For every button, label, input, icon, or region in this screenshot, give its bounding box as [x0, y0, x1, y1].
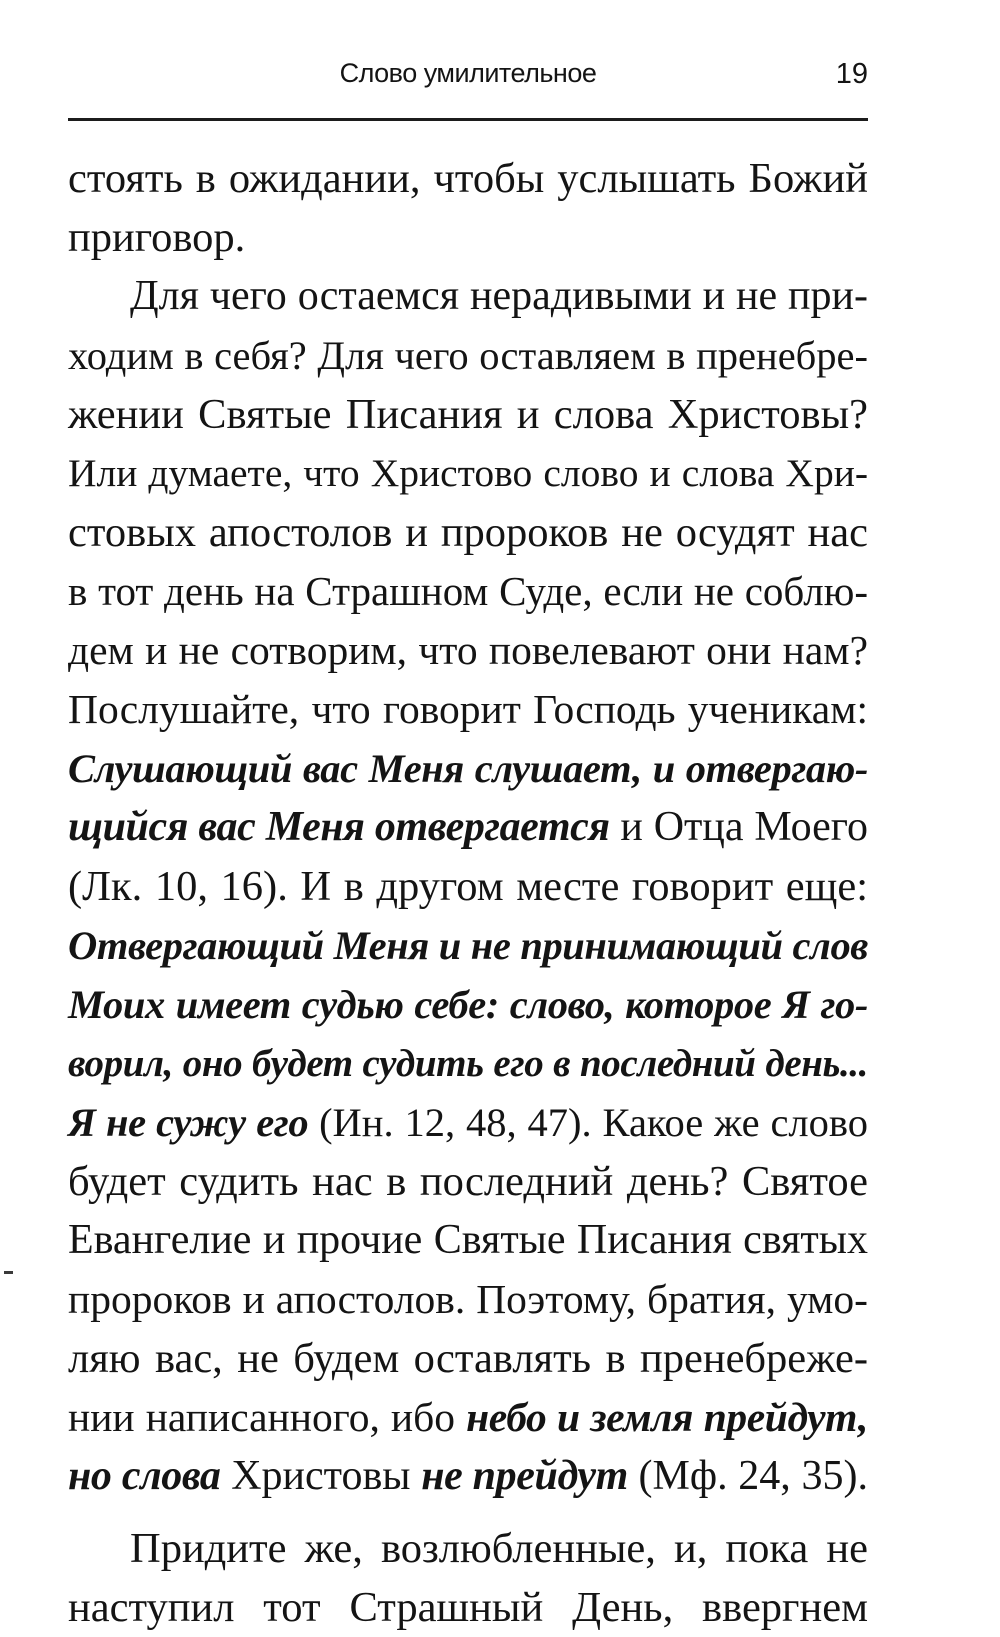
text-segment: Послушайте, что говорит Господь ученикам:	[68, 686, 868, 732]
text-segment: (Мф. 24, 35).	[627, 1453, 868, 1499]
body-text	[68, 149, 868, 1637]
text-segment: жении Святые Писания и слова Христовы?	[68, 391, 868, 438]
scripture-quote: щийся вас Меня отвергается	[68, 804, 610, 850]
text-line	[68, 1093, 868, 1152]
scripture-quote: Слушающий вас Меня слушает, и отвергаю-	[68, 746, 868, 791]
text-segment: пророков и апостолов. Поэтому, братия, умо-	[68, 1276, 868, 1322]
running-title: Слово умилительное	[339, 58, 597, 88]
text-line	[68, 1329, 868, 1388]
text-segment: нии написанного, ибо	[68, 1394, 467, 1440]
text-segment: (Ин. 12, 48, 47). Какое же слово	[308, 1100, 868, 1145]
text-line	[68, 1447, 868, 1506]
scripture-quote: Отвергающий Меня и не принимающий слов	[68, 923, 868, 968]
text-line	[68, 149, 868, 208]
text-line	[68, 267, 868, 326]
text-segment: наступил тот Страшный День, ввергнем	[68, 1584, 868, 1631]
text-line	[68, 975, 868, 1034]
text-segment: Придите же, возлюбленные, и, пока не	[130, 1525, 868, 1572]
text-line	[68, 385, 868, 444]
text-line	[68, 1578, 868, 1637]
text-line	[68, 857, 868, 916]
text-line	[68, 503, 868, 562]
text-segment: дем и не сотворим, что повелевают они нам?	[68, 627, 868, 673]
text-line	[68, 1519, 868, 1578]
scripture-quote: Моих имеет судью себе: слово, которое Я го-	[68, 982, 868, 1027]
text-line	[68, 562, 868, 621]
text-segment: (Лк. 10, 16). И в другом месте говорит еще:	[68, 863, 868, 910]
text-line	[68, 444, 868, 503]
margin-mark	[4, 1271, 13, 1274]
text-line	[68, 1388, 868, 1447]
scripture-quote: ворил, оно будет судить его в последний день...	[68, 1042, 868, 1085]
text-segment: Для чего остаемся нерадивыми и не при-	[130, 273, 868, 319]
text-segment: стовых апостолов и пророков не осудят нас	[68, 509, 868, 556]
text-segment: приговор.	[68, 214, 246, 261]
header-rule	[68, 118, 868, 121]
scripture-quote: но слова	[68, 1453, 221, 1499]
text-segment: ходим в себя? Для чего оставляем в пренебре-	[68, 333, 868, 378]
text-line	[68, 208, 868, 267]
text-segment: ляю вас, не будем оставлять в пренебреже-	[68, 1335, 868, 1382]
scripture-quote: небо и земля прейдут,	[466, 1394, 868, 1440]
text-segment: в тот день на Страшном Суде, если не соблю-	[68, 568, 868, 614]
text-segment: Евангелие и прочие Святые Писания святых	[68, 1217, 868, 1263]
scripture-quote: Я не сужу его	[68, 1100, 309, 1145]
text-line	[68, 326, 868, 385]
page-number: 19	[835, 58, 868, 90]
text-line	[68, 680, 868, 739]
text-segment: будет судить нас в последний день? Святое	[68, 1158, 868, 1205]
scripture-quote: не прейдут	[421, 1453, 628, 1499]
text-segment: стоять в ожидании, чтобы услышать Божий	[68, 155, 868, 202]
text-segment: Или думаете, что Христово слово и слова Хри-	[68, 451, 868, 495]
text-line	[68, 1152, 868, 1211]
text-line	[68, 1270, 868, 1329]
running-head	[68, 58, 868, 102]
text-line	[68, 1034, 868, 1093]
text-line	[68, 739, 868, 798]
text-segment: и Отца Моего	[609, 804, 868, 850]
text-segment: Христовы	[220, 1453, 422, 1499]
text-line	[68, 621, 868, 680]
text-line	[68, 798, 868, 857]
text-line	[68, 916, 868, 975]
text-line	[68, 1211, 868, 1270]
